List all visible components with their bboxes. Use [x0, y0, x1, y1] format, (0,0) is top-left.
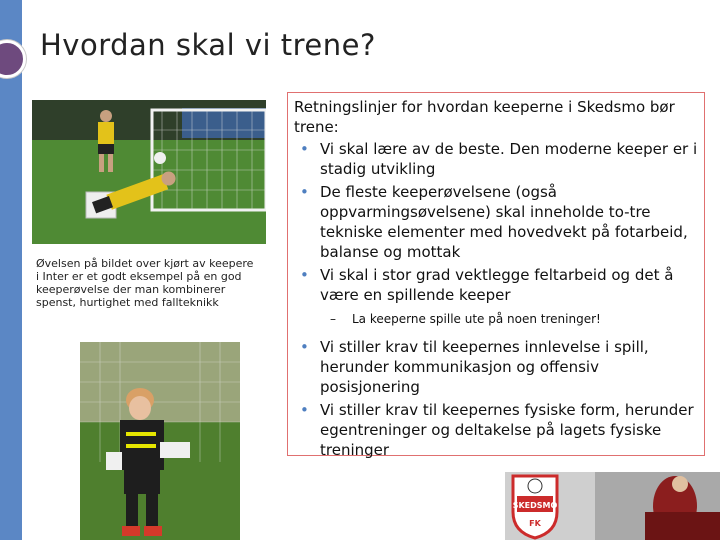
left-accent-bar — [0, 0, 22, 540]
guidelines-intro: Retningslinjer for hvordan keeperne i Skedsmo bør trene: — [294, 98, 675, 136]
dash-icon: – — [330, 312, 336, 326]
guideline-text: Vi stiller krav til keepernes innlevelse i spill, herunder kommunikasjon og offensiv posisjonering — [320, 338, 649, 396]
skedsmo-crest-image — [505, 472, 720, 540]
bullet-icon: • — [300, 401, 309, 419]
guideline-item — [294, 337, 698, 397]
logo-subtext: FK — [529, 519, 541, 528]
photo-caption: Øvelsen på bildet over kjørt av keepere i Inter er et godt eksempel på en god keeperøvelse der man kombinerer spenst, hurtighet med fallteknikk — [36, 257, 254, 309]
guideline-item — [294, 400, 698, 460]
bullet-icon: • — [300, 266, 309, 284]
guideline-text: Vi stiller krav til keepernes fysiske form, herunder egentreninger og deltakelse på lagets fysiske treninger — [320, 401, 694, 459]
young-goalkeeper-illustration — [80, 342, 240, 540]
goalkeeper-dive-illustration — [32, 100, 266, 244]
guideline-text: Vi skal lære av de beste. Den moderne keeper er i stadig utvikling — [320, 140, 698, 178]
bullet-icon: • — [300, 183, 309, 201]
guideline-sub-text: La keeperne spille ute på noen treninger! — [352, 312, 601, 326]
guideline-text: De fleste keeperøvelsene (også oppvarmingsøvelsene) skal inneholde to-tre tekniske elementer med hovedvekt på fotarbeid, balanse og mottak — [320, 183, 688, 261]
guidelines-list — [294, 139, 698, 460]
guideline-item — [294, 139, 698, 179]
bullet-icon: • — [300, 140, 309, 158]
title-circle-marker — [0, 40, 26, 78]
guidelines-box — [287, 92, 705, 459]
goalkeeper-dive-photo — [32, 100, 266, 244]
bullet-icon: • — [300, 338, 309, 356]
guideline-text: Vi skal i stor grad vektlegge feltarbeid og det å være en spillende keeper — [320, 266, 674, 304]
slide-title: Hvordan skal vi trene? — [40, 28, 376, 62]
guideline-sub-item — [294, 311, 698, 327]
guideline-item — [294, 265, 698, 305]
guideline-item — [294, 182, 698, 262]
young-goalkeeper-photo — [80, 342, 240, 540]
skedsmo-logo-banner — [505, 472, 720, 540]
logo-text: SKEDSMO — [512, 501, 558, 510]
